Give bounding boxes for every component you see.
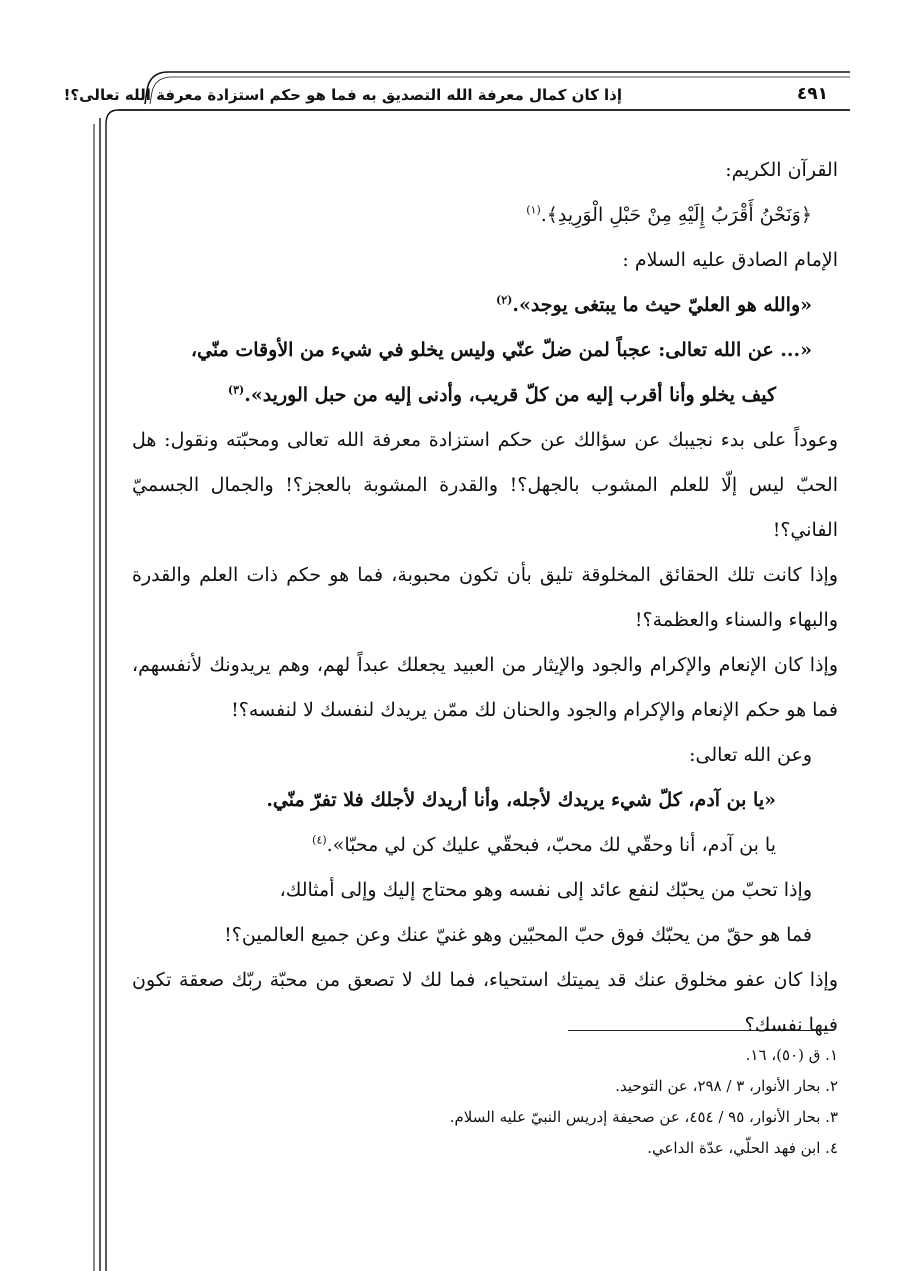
line-a: وإذا تحبّ من يحبّك لنفع عائد إلى نفسه وهو محتاج إليك وإلى أمثالك، [279, 879, 812, 901]
quran-verse [132, 193, 838, 238]
footnote-4: ٤. ابن فهد الحلّي، عدّة الداعي. [647, 1139, 838, 1157]
quran-verse-text: ﴿وَنَحْنُ أَقْرَبُ إِلَيْهِ مِنْ حَبْلِ الْوَرِيدِ﴾. [540, 204, 812, 226]
hadith2-line2-text: يا بن آدم، أنا وحقّي لك محبّ، فبحقّي عليك كن لي محبّا». [326, 834, 776, 856]
quran-label: القرآن الكريم: [725, 159, 838, 181]
hadith1-line2-text: كيف يخلو وأنا أقرب إليه من كلّ قريب، وأدنى إليه من حبل الوريد». [244, 384, 776, 406]
hadith2-line1: «يا بن آدم، كلّ شيء يريدك لأجله، وأنا أريدك لأجلك فلا تفرّ منّي. [266, 789, 776, 811]
running-title: إذا كان كمال معرفة الله التصديق به فما هو حكم استزادة معرفة الله تعالى؟! [63, 86, 622, 104]
running-header [63, 72, 850, 112]
paragraph-2: وإذا كانت تلك الحقائق المخلوقة تليق بأن تكون محبوبة، فما هو حكم ذات العلم والقدرة والبهاء والسناء والعظمة؟! [132, 564, 838, 631]
footnote-ref-4: (٤) [312, 833, 327, 847]
imam-quote-text: «والله هو العليّ حيث ما يبتغى يوجد». [512, 294, 812, 316]
hadith1-line1: «... عن الله تعالى: عجباً لمن ضلّ عنّي وليس يخلو في شيء من الأوقات منّي، [190, 339, 812, 361]
imam-label: الإمام الصادق عليه السلام : [622, 249, 838, 271]
footnote-2: ٢. بحار الأنوار، ٣ / ٢٩٨، عن التوحيد. [615, 1077, 838, 1095]
line-b: فما هو حقّ من يحبّك فوق حبّ المحبّين وهو غنيّ عنك وعن جميع العالمين؟! [224, 924, 812, 946]
main-text [132, 148, 838, 1048]
allah-label: وعن الله تعالى: [689, 744, 812, 766]
footnote-ref-2: (٢) [495, 293, 513, 307]
footnote-3: ٣. بحار الأنوار، ٩٥ / ٤٥٤، عن صحيفة إدريس النبيّ عليه السلام. [449, 1108, 838, 1126]
page-number: ٤٩١ [796, 84, 828, 104]
footnote-ref-1: (١) [526, 203, 541, 217]
imam-quote [132, 283, 838, 328]
hadith1-line2 [132, 373, 838, 418]
paragraph-3: وإذا كان الإنعام والإكرام والجود والإيثار من العبيد يجعلك عبداً لهم، وهم يريدونك لأنفسهم، فما هو حكم الإنعام والإكرام والجود والحنان لك ممّن يريدك لنفسك لا لنفسه؟! [132, 654, 838, 721]
footnote-ref-3: (٣) [227, 383, 245, 397]
footnote-divider [568, 1030, 832, 1031]
footnote-1: ١. ق (٥٠)، ١٦. [745, 1046, 838, 1064]
paragraph-1: وعوداً على بدء نجيبك عن سؤالك عن حكم استزادة معرفة الله تعالى ومحبّته ونقول: هل الحبّ ليس إلّا للعلم المشوب بالجهل؟! والقدرة المشوبة بالعجز؟! والجمال الجسميّ الفاني؟! [132, 429, 838, 541]
footnotes [300, 1040, 838, 1164]
paragraph-4: وإذا كان عفو مخلوق عنك قد يميتك استحياء، فما لك لا تصعق من محبّة ربّك صعقة تكون فيها نفسك؟ [132, 969, 838, 1036]
hadith2-line2 [132, 823, 838, 868]
